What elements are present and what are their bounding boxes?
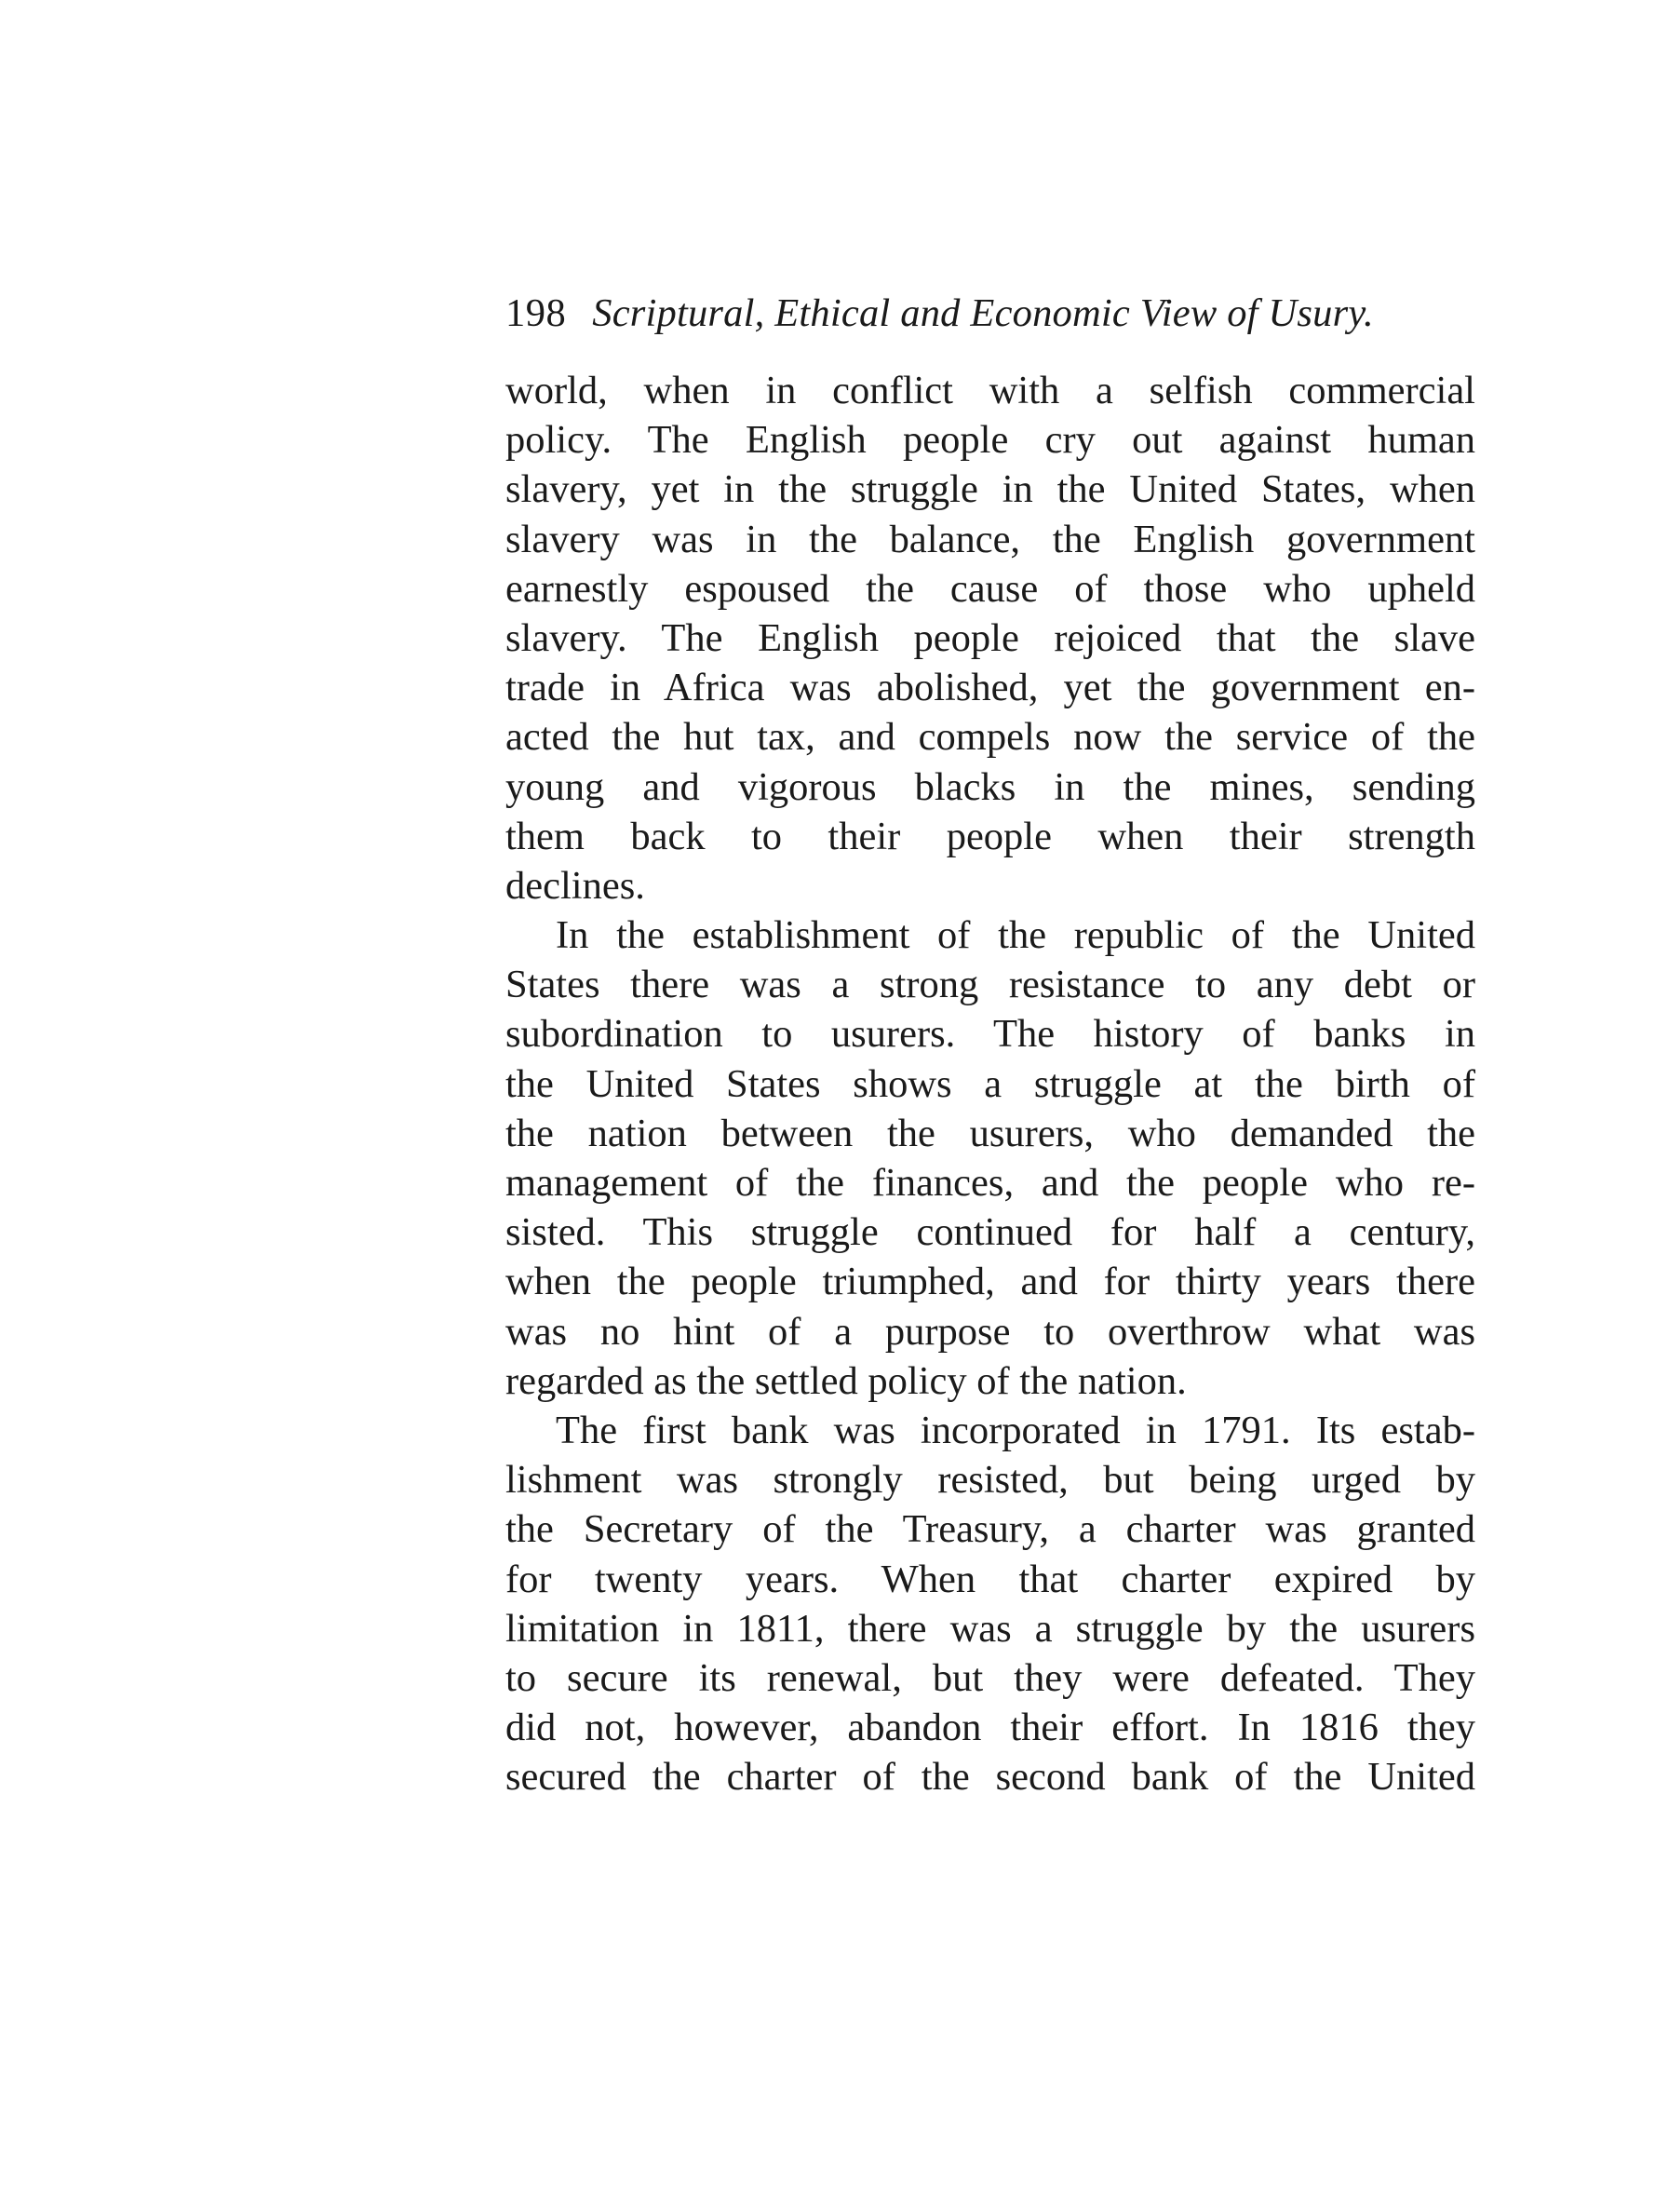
text-line: slavery was in the balance, the English government [505,517,1475,561]
text-line: The first bank was incorporated in 1791. Its estab- [556,1408,1475,1452]
text-line: them back to their people when their strength [505,814,1475,858]
paragraph-2 [505,910,1475,1406]
text-line: declines. [505,863,645,908]
text-line: subordination to usurers. The history of banks in [505,1012,1475,1057]
text-line: trade in Africa was abolished, yet the government en- [505,666,1475,710]
text-line: slavery, yet in the struggle in the United States, when [505,467,1475,512]
text-line: did not, however, abandon their effort. In 1816 they [505,1706,1475,1750]
text-line: the United States shows a struggle at the birth of [505,1061,1475,1106]
running-title: Scriptural, Ethical and Economic View of Usury. [592,291,1374,335]
text-line: policy. The English people cry out against human [505,418,1475,463]
text-line: young and vigorous blacks in the mines, sending [505,764,1475,809]
text-line: when the people triumphed, and for thirty years there [505,1260,1475,1304]
running-head [505,289,1475,338]
text-line: sisted. This struggle continued for half a century, [505,1210,1475,1255]
text-line: limitation in 1811, there was a struggle by the usurers [505,1606,1475,1651]
paragraph-1 [505,366,1475,910]
text-line: to secure its renewal, but they were defeated. They [505,1655,1475,1700]
text-line: States there was a strong resistance to any debt or [505,963,1475,1007]
text-line: lishment was strongly resisted, but being urged by [505,1458,1475,1503]
text-line: the Secretary of the Treasury, a charter was granted [505,1507,1475,1552]
text-line: was no hint of a purpose to overthrow what was [505,1309,1475,1354]
text-line: In the establishment of the republic of the United [556,913,1475,958]
text-line: for twenty years. When that charter expired by [505,1557,1475,1601]
text-line: earnestly espoused the cause of those who upheld [505,566,1475,611]
text-line: regarded as the settled policy of the nation. [505,1358,1187,1403]
page-text-block [505,289,1475,1801]
paragraph-3 [505,1406,1475,1802]
text-line: the nation between the usurers, who demanded the [505,1111,1475,1155]
text-line: slavery. The English people rejoiced that the slave [505,615,1475,660]
page-number: 198 [505,291,567,335]
text-line: management of the finances, and the people who re- [505,1161,1475,1205]
text-line: world, when in conflict with a selfish commercial [505,369,1475,412]
text-line: secured the charter of the second bank of the United [505,1755,1475,1800]
text-line: acted the hut tax, and compels now the service of the [505,715,1475,760]
